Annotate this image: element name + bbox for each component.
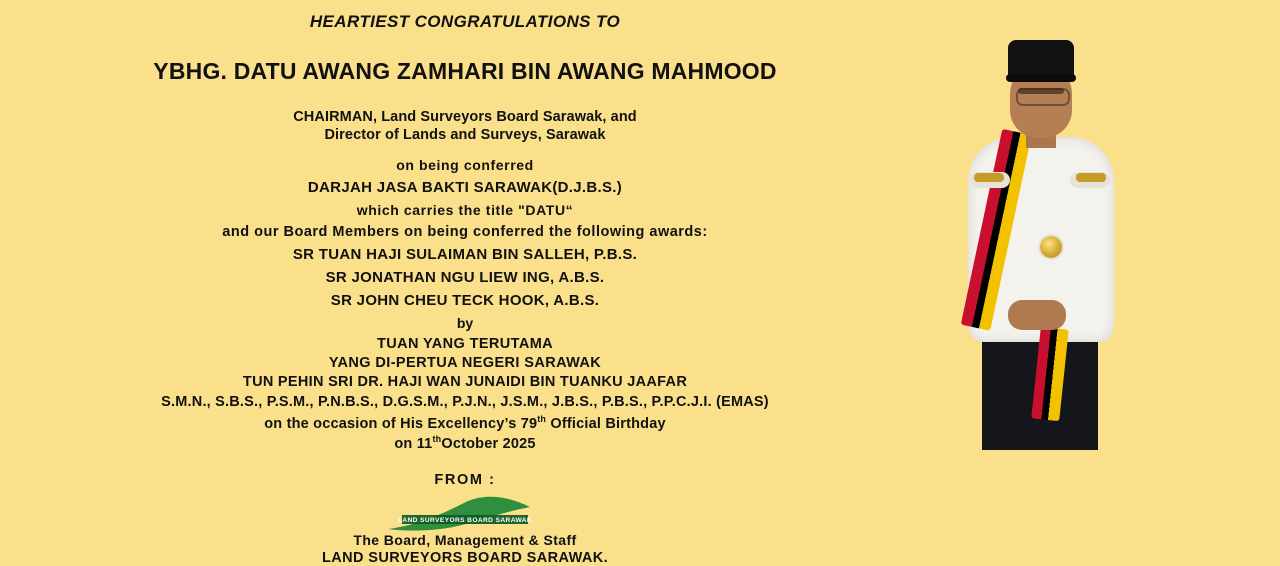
honoree-role-line-1: CHAIRMAN, Land Surveyors Board Sarawak, and: [293, 109, 637, 125]
portrait-epaulette-right: [1076, 173, 1106, 182]
honoree-role-line-2: Director of Lands and Surveys, Sarawak: [324, 127, 606, 143]
board-member-3: SR JOHN CHEU TECK HOOK, A.B.S.: [330, 292, 600, 309]
award-name: DARJAH JASA BAKTI SARAWAK(D.J.B.S.): [307, 179, 623, 196]
portrait-epaulette-left: [974, 173, 1004, 182]
portrait-hands: [1008, 300, 1066, 330]
logo-text: LAND SURVEYORS BOARD SARAWAK: [397, 516, 533, 524]
occasion-text: [0, 414, 930, 432]
conferrer-honours: S.M.N., S.B.S., P.S.M., P.N.B.S., D.G.S.M., P.J.N., J.S.M., J.B.S., P.B.S., P.P.C.J.I. (EMAS): [161, 394, 769, 410]
date-prefix: on 11: [394, 435, 433, 452]
signature-line-1: The Board, Management & Staff: [353, 531, 577, 548]
award-title-text: which carries the title "DATU“: [356, 202, 574, 218]
on-being-conferred-text: on being conferred: [396, 157, 534, 173]
board-member-2: SR JONATHAN NGU LIEW ING, A.B.S.: [325, 269, 605, 286]
board-member-1: SR TUAN HAJI SULAIMAN BIN SALLEH, P.B.S.: [292, 246, 638, 263]
date-ordinal-suffix: th: [432, 433, 442, 444]
portrait-brow: [1018, 88, 1064, 94]
conferrer-line-3: TUN PEHIN SRI DR. HAJI WAN JUNAIDI BIN TUANKU JAAFAR: [242, 374, 688, 390]
honoree-name: YBHG. DATU AWANG ZAMHARI BIN AWANG MAHMOOD: [153, 58, 777, 84]
signature-line-2: LAND SURVEYORS BOARD SARAWAK.: [321, 549, 609, 566]
members-intro-text: and our Board Members on being conferred the following awards:: [222, 224, 708, 240]
by-label: by: [456, 315, 474, 331]
occasion-prefix: on the occasion of His Excellency’s 79: [264, 415, 538, 432]
event-date: [0, 434, 930, 452]
occasion-suffix: Official Birthday: [546, 415, 666, 432]
from-label: FROM :: [434, 471, 496, 488]
portrait-medal-icon: [1040, 236, 1062, 258]
date-suffix: October 2025: [441, 435, 536, 452]
occasion-ordinal-suffix: th: [537, 414, 547, 424]
portrait-songkok-hat: [1008, 40, 1074, 78]
honoree-portrait-photo: [940, 30, 1140, 450]
conferrer-line-1: TUAN YANG TERUTAMA: [376, 336, 554, 352]
organization-logo: [0, 496, 930, 532]
congratulations-heading: HEARTIEST CONGRATULATIONS TO: [309, 12, 621, 31]
land-surveyors-board-logo-icon: [380, 495, 550, 533]
conferrer-line-2: YANG DI-PERTUA NEGERI SARAWAK: [328, 355, 602, 371]
